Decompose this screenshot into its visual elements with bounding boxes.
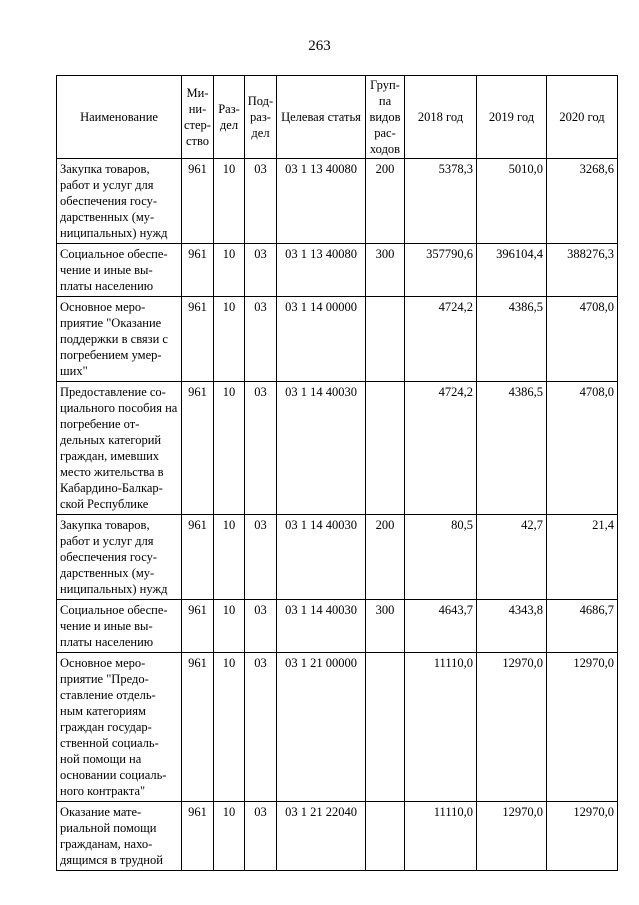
cell-2020: 4708,0 <box>547 382 618 515</box>
cell-target-article: 03 1 14 40030 <box>277 600 366 653</box>
cell-target-article: 03 1 13 40080 <box>277 244 366 297</box>
header-expense-group: Груп-па видов рас-ходов <box>366 76 405 159</box>
cell-target-article: 03 1 14 00000 <box>277 297 366 382</box>
cell-target-article: 03 1 21 22040 <box>277 802 366 871</box>
table-row <box>57 297 618 382</box>
cell-2019: 12970,0 <box>477 653 547 802</box>
cell-section: 10 <box>214 802 245 871</box>
cell-subsection: 03 <box>245 297 277 382</box>
cell-subsection: 03 <box>245 653 277 802</box>
cell-2018: 4724,2 <box>405 297 477 382</box>
cell-ministry: 961 <box>182 802 214 871</box>
cell-ministry: 961 <box>182 297 214 382</box>
cell-2020: 4686,7 <box>547 600 618 653</box>
cell-target-article: 03 1 14 40030 <box>277 515 366 600</box>
header-2020: 2020 год <box>547 76 618 159</box>
cell-2020: 388276,3 <box>547 244 618 297</box>
cell-name: Социальное обеспе-чение и иные вы-платы населению <box>57 600 182 653</box>
cell-expense-group <box>366 382 405 515</box>
cell-expense-group: 200 <box>366 159 405 244</box>
table-row <box>57 515 618 600</box>
cell-ministry: 961 <box>182 653 214 802</box>
cell-subsection: 03 <box>245 515 277 600</box>
cell-target-article: 03 1 13 40080 <box>277 159 366 244</box>
cell-section: 10 <box>214 515 245 600</box>
cell-2019: 5010,0 <box>477 159 547 244</box>
header-ministry: Ми-ни-стер-ство <box>182 76 214 159</box>
header-section: Раз-дел <box>214 76 245 159</box>
cell-expense-group <box>366 653 405 802</box>
cell-subsection: 03 <box>245 159 277 244</box>
table-header-row <box>57 76 618 159</box>
cell-2020: 3268,6 <box>547 159 618 244</box>
header-target-article: Целевая статья <box>277 76 366 159</box>
budget-table <box>56 75 618 871</box>
cell-2019: 4343,8 <box>477 600 547 653</box>
cell-2019: 4386,5 <box>477 297 547 382</box>
cell-2019: 4386,5 <box>477 382 547 515</box>
cell-2020: 12970,0 <box>547 653 618 802</box>
cell-subsection: 03 <box>245 802 277 871</box>
cell-2020: 21,4 <box>547 515 618 600</box>
table-row <box>57 382 618 515</box>
header-name: Наименование <box>57 76 182 159</box>
cell-2019: 396104,4 <box>477 244 547 297</box>
cell-2018: 4724,2 <box>405 382 477 515</box>
cell-2018: 11110,0 <box>405 802 477 871</box>
cell-section: 10 <box>214 159 245 244</box>
cell-ministry: 961 <box>182 244 214 297</box>
cell-ministry: 961 <box>182 600 214 653</box>
header-subsection: Под-раз-дел <box>245 76 277 159</box>
cell-expense-group <box>366 802 405 871</box>
cell-name: Предоставление со-циального пособия на погребение от-дельных категорий граждан, имевших место жительства в Кабардино-Балкар-ской Республике <box>57 382 182 515</box>
cell-name: Закупка товаров, работ и услуг для обеспечения госу-дарственных (му-ниципальных) нужд <box>57 515 182 600</box>
cell-2018: 357790,6 <box>405 244 477 297</box>
cell-subsection: 03 <box>245 382 277 515</box>
cell-name: Закупка товаров, работ и услуг для обеспечения госу-дарственных (му-ниципальных) нужд <box>57 159 182 244</box>
cell-name: Основное меро-приятие "Оказание поддержки в связи с погребением умер-ших" <box>57 297 182 382</box>
cell-section: 10 <box>214 600 245 653</box>
cell-target-article: 03 1 14 40030 <box>277 382 366 515</box>
cell-expense-group <box>366 297 405 382</box>
page-number: 263 <box>308 38 331 54</box>
cell-2018: 4643,7 <box>405 600 477 653</box>
cell-expense-group: 300 <box>366 600 405 653</box>
cell-section: 10 <box>214 297 245 382</box>
cell-name: Оказание мате-риальной помощи гражданам, нахо-дящимся в трудной <box>57 802 182 871</box>
table-row <box>57 159 618 244</box>
cell-expense-group: 200 <box>366 515 405 600</box>
cell-expense-group: 300 <box>366 244 405 297</box>
header-2019: 2019 год <box>477 76 547 159</box>
cell-ministry: 961 <box>182 159 214 244</box>
cell-2020: 12970,0 <box>547 802 618 871</box>
table-row <box>57 244 618 297</box>
cell-2018: 5378,3 <box>405 159 477 244</box>
cell-name: Социальное обеспе-чение и иные вы-платы населению <box>57 244 182 297</box>
header-2018: 2018 год <box>405 76 477 159</box>
cell-ministry: 961 <box>182 382 214 515</box>
cell-section: 10 <box>214 244 245 297</box>
cell-2019: 12970,0 <box>477 802 547 871</box>
cell-2020: 4708,0 <box>547 297 618 382</box>
cell-ministry: 961 <box>182 515 214 600</box>
cell-subsection: 03 <box>245 600 277 653</box>
cell-2019: 42,7 <box>477 515 547 600</box>
cell-section: 10 <box>214 382 245 515</box>
cell-name: Основное меро-приятие "Предо-ставление отдель-ным категориям граждан государ-ственной социаль-ной помощи на основании социаль-ного контракта" <box>57 653 182 802</box>
cell-2018: 80,5 <box>405 515 477 600</box>
table-row <box>57 600 618 653</box>
table-row <box>57 802 618 871</box>
table-row <box>57 653 618 802</box>
cell-subsection: 03 <box>245 244 277 297</box>
cell-section: 10 <box>214 653 245 802</box>
cell-target-article: 03 1 21 00000 <box>277 653 366 802</box>
cell-2018: 11110,0 <box>405 653 477 802</box>
